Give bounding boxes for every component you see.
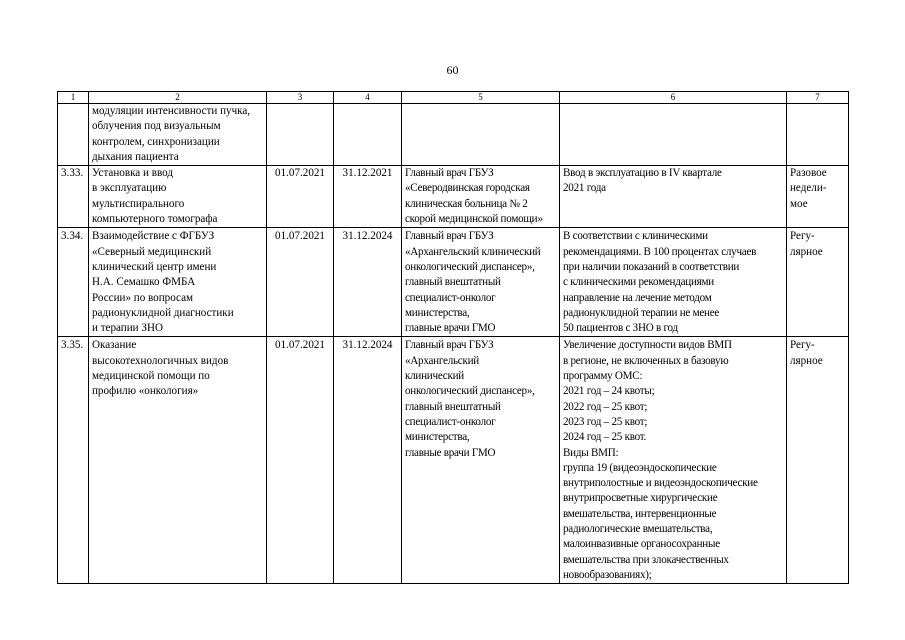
cell-text-line: мультиспирального [92, 197, 185, 210]
cell-text-line: специалист-онколог [405, 291, 496, 304]
table-row [58, 104, 849, 166]
cell-text-line: онкологический диспансер», [405, 260, 535, 273]
end-date-cell: 31.12.2021 [334, 166, 402, 228]
cell-text-line: 2021 года [563, 182, 606, 195]
cell-text-line: 2023 год – 25 квот; [563, 415, 648, 428]
column-number: 6 [560, 92, 787, 104]
cell-text-line: Виды ВМП: [563, 446, 619, 459]
cell-text-line: в регионе, не включенных в базовую [563, 354, 729, 367]
table-row [58, 337, 849, 584]
cell-text-line: с клиническими рекомендациями [563, 276, 714, 289]
cell-text-line: облучения под визуальным [92, 120, 221, 133]
result-cell [560, 166, 787, 228]
cell-text-line: России» по вопросам [92, 291, 194, 304]
cell-text-line: клинический [405, 370, 464, 383]
cell-text-line: вмешательства, интервенционные [563, 507, 717, 520]
cell-text-line: компьютерного томографа [92, 213, 218, 226]
type-cell [787, 166, 849, 228]
cell-text-line: Н.А. Семашко ФМБА [92, 276, 196, 289]
cell-text-line: радиологические вмешательства, [563, 523, 713, 536]
column-number-row [58, 92, 849, 104]
cell-text-line: мое [790, 197, 808, 210]
activity-cell [89, 104, 267, 166]
cell-text-line: вмешательства при злокачественных [563, 553, 729, 566]
cell-text-line: главный внештатный [405, 276, 501, 289]
cell-text-line: Разовое [790, 167, 827, 180]
cell-text-line: в эксплуатацию [92, 182, 167, 195]
cell-text-line: радионуклидной диагностики [92, 306, 234, 319]
item-number-cell: 3.34. [58, 228, 89, 337]
column-number: 4 [334, 92, 402, 104]
cell-text-line: Ввод в эксплуатацию в IV квартале [563, 167, 722, 180]
cell-text-line: Регу- [790, 339, 815, 352]
start-date-cell: 01.07.2021 [267, 166, 334, 228]
cell-text-line: специалист-онколог [405, 415, 496, 428]
cell-text-line: высокотехнологичных видов [92, 354, 229, 367]
type-cell [787, 104, 849, 166]
start-date-cell [267, 104, 334, 166]
start-date-cell: 01.07.2021 [267, 337, 334, 584]
cell-text-line: Регу- [790, 230, 815, 243]
cell-text-line: 2021 год – 24 квоты; [563, 385, 655, 398]
activity-cell [89, 228, 267, 337]
responsible-cell [402, 104, 560, 166]
column-number: 3 [267, 92, 334, 104]
cell-text-line: «Северный медицинский [92, 245, 212, 258]
responsible-cell [402, 337, 560, 584]
cell-text-line: главный внештатный [405, 400, 501, 413]
type-cell [787, 337, 849, 584]
result-cell [560, 104, 787, 166]
plan-table [57, 91, 849, 584]
cell-text-line: направление на лечение методом [563, 291, 712, 304]
cell-text-line: скорой медицинской помощи» [405, 213, 543, 226]
cell-text-line: онкологический диспансер», [405, 385, 535, 398]
cell-text-line: лярное [790, 245, 823, 258]
cell-text-line: «Архангельский клинический [405, 245, 541, 258]
column-number: 5 [402, 92, 560, 104]
start-date-cell: 01.07.2021 [267, 228, 334, 337]
cell-text-line: 50 пациентов с ЗНО в год [563, 322, 678, 335]
page-number: 60 [446, 63, 459, 77]
cell-text-line: главные врачи ГМО [405, 446, 496, 459]
cell-text-line: контролем, синхронизации [92, 135, 220, 148]
end-date-cell [334, 104, 402, 166]
cell-text-line: 2024 год – 25 квот. [563, 431, 647, 444]
result-cell [560, 337, 787, 584]
activity-cell [89, 166, 267, 228]
cell-text-line: Главный врач ГБУЗ [405, 339, 494, 352]
cell-text-line: радионуклидной терапии не менее [563, 306, 720, 319]
cell-text-line: клиническая больница № 2 [405, 197, 528, 210]
cell-text-line: Главный врач ГБУЗ [405, 230, 494, 243]
table-row [58, 228, 849, 337]
activity-cell [89, 337, 267, 584]
cell-text-line: рекомендациями. В 100 процентах случаев [563, 245, 757, 258]
end-date-cell: 31.12.2024 [334, 337, 402, 584]
cell-text-line: клинический центр имени [92, 260, 217, 273]
cell-text-line: малоинвазивные органосохранные [563, 538, 720, 551]
item-number-cell: 3.35. [58, 337, 89, 584]
cell-text-line: профилю «онкология» [92, 385, 199, 398]
cell-text-line: министерства, [405, 431, 470, 444]
cell-text-line: программу ОМС: [563, 370, 643, 383]
cell-text-line: лярное [790, 354, 823, 367]
cell-text-line: главные врачи ГМО [405, 322, 496, 335]
column-number: 7 [787, 92, 849, 104]
cell-text-line: В соответствии с клиническими [563, 230, 708, 243]
cell-text-line: медицинской помощи по [92, 370, 210, 383]
cell-text-line: «Северодвинская городская [405, 182, 530, 195]
column-number: 1 [58, 92, 89, 104]
cell-text-line: министерства, [405, 306, 470, 319]
cell-text-line: Взаимодействие с ФГБУЗ [92, 230, 215, 243]
cell-text-line: Главный врач ГБУЗ [405, 167, 494, 180]
table-row [58, 166, 849, 228]
cell-text-line: группа 19 (видеоэндоскопические [563, 461, 717, 474]
end-date-cell: 31.12.2024 [334, 228, 402, 337]
item-number-cell [58, 104, 89, 166]
result-cell [560, 228, 787, 337]
cell-text-line: Оказание [92, 339, 137, 352]
cell-text-line: недели- [790, 182, 827, 195]
type-cell [787, 228, 849, 337]
cell-text-line: и терапии ЗНО [92, 322, 163, 335]
cell-text-line: Установка и ввод [92, 167, 173, 180]
cell-text-line: новообразованиях); [563, 568, 652, 581]
responsible-cell [402, 166, 560, 228]
cell-text-line: при наличии показаний в соответствии [563, 260, 740, 273]
cell-text-line: «Архангельский [405, 354, 479, 367]
item-number-cell: 3.33. [58, 166, 89, 228]
responsible-cell [402, 228, 560, 337]
cell-text-line: модуляции интенсивности пучка, [92, 105, 251, 117]
cell-text-line: дыхания пациента [92, 150, 179, 163]
column-number: 2 [89, 92, 267, 104]
cell-text-line: 2022 год – 25 квот; [563, 400, 648, 413]
cell-text-line: внутриполостные и видеоэндоскопические [563, 477, 758, 490]
cell-text-line: внутрипросветные хирургические [563, 492, 718, 505]
cell-text-line: Увеличение доступности видов ВМП [563, 339, 732, 352]
